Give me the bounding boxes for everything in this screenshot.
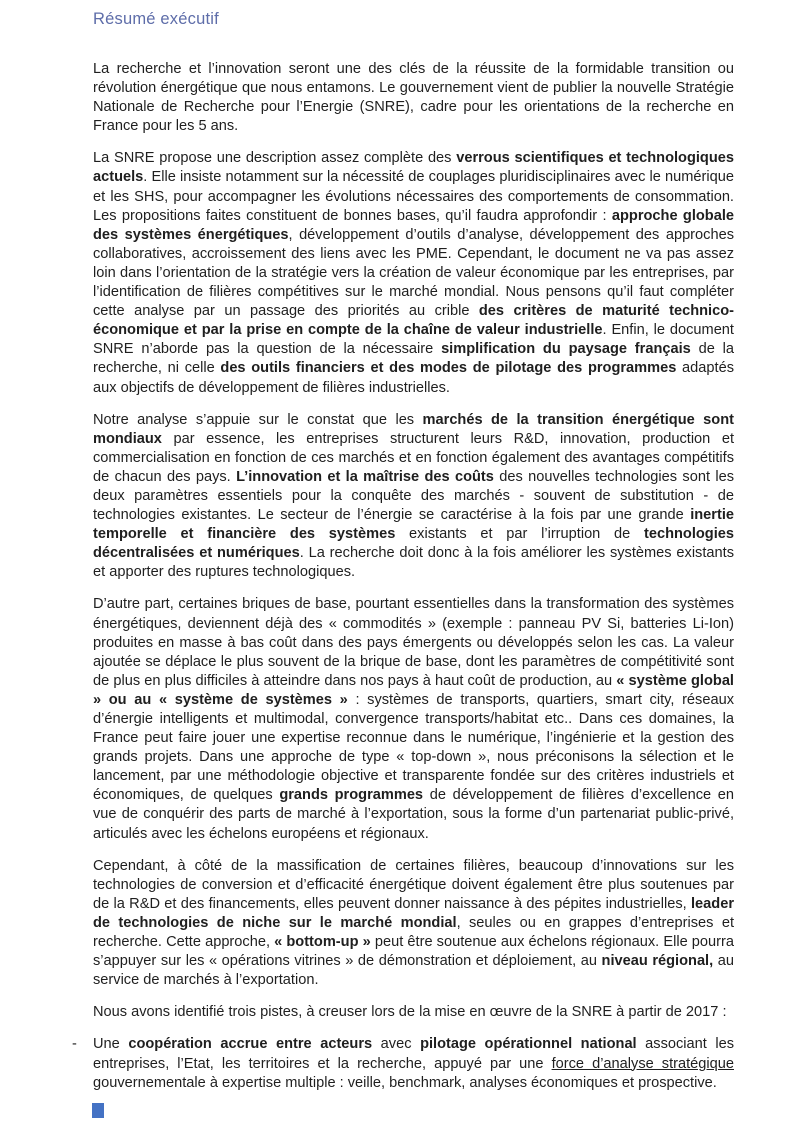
bullet-list — [72, 1035, 735, 1092]
text-run: associant les entreprises, l’Etat, les territoires et la recherche, appuyé par une — [93, 1036, 735, 1072]
text-run: approche globale des systèmes énergétiques — [93, 207, 734, 243]
text-run: de développement de filières d’excellence en vue de conquérir des parts de marché à l’exportation, sous la forme d’un partenariat public-privé, articulés avec les échelons européens et régionaux. — [93, 787, 735, 842]
paragraph — [93, 857, 734, 991]
paragraph — [93, 60, 734, 136]
list-marker: - — [72, 1036, 77, 1053]
text-run: pilotage opérationnel national — [420, 1036, 637, 1053]
text-run: peut être soutenue aux échelons régionaux. Elle pourra s’appuyer sur les « opérations vitrines » de démonstration et déploiement, au — [93, 934, 734, 970]
text-run: niveau régional, — [601, 953, 714, 970]
text-run: coopération accrue entre acteurs — [128, 1036, 373, 1053]
footer-mark — [92, 1103, 104, 1118]
paragraph — [93, 411, 734, 583]
text-run: Nous avons identifié trois pistes, à creuser lors de la mise en œuvre de la SNRE à partir de 2017 : — [93, 1004, 727, 1021]
text-run: inertie temporelle et financière des systèmes — [93, 507, 734, 543]
list-item-text — [93, 1035, 734, 1092]
text-run: , seules ou en grappes d’entreprises et recherche. Cette approche, — [93, 914, 735, 951]
text-run: existants et par l’irruption de — [395, 526, 644, 543]
text-run: L’innovation et la maîtrise des coûts — [236, 468, 494, 485]
text-run: , développement d’outils d’analyse, développement des approches collaboratives, accroissement des liens avec les PME. Cependant, le document ne va pas assez loin dans l’orientation de la stratégie vers la création de valeur économique par les entreprises, par l’identification de filières compétitives sur le marché mondial. Nous pensons qu’il faut compléter cette analyse par un passage des priorités au crible — [93, 226, 734, 320]
paragraph — [93, 149, 734, 397]
text-run: leader de technologies de niche sur le marché mondial — [93, 895, 734, 931]
text-run: Cependant, à côté de la massification de certaines filières, beaucoup d’innovations sur les technologies de conversion et d’efficacité énergétique doivent également être plus soutenues par de la R&D et des financements, elles peuvent donner naissance à des pépites industrielles, — [93, 857, 734, 912]
text-run: des nouvelles technologies sont les deux paramètres essentiels pour la conquête des marchés - souvent de substitution - de technologies existantes. Le secteur de l’énergie se caractérise à la fois par une grande — [93, 468, 735, 524]
page-title: Résumé exécutif — [93, 10, 219, 28]
text-run: gouvernementale à expertise multiple : veille, benchmark, analyses économiques et prospective. — [93, 1074, 717, 1091]
text-run: verrous scientifiques et technologiques actuels — [93, 150, 734, 186]
text-run: « bottom-up » — [274, 934, 371, 951]
text-run: force d’analyse stratégique — [551, 1055, 734, 1072]
text-run: D’autre part, certaines briques de base, pourtant essentielles dans la transformation des systèmes énergétiques, deviennent déjà des « commodités » (exemple : panneau PV Si, batteries Li-Ion) produites en masse à bas coût dans des pays émergents ou développés selon les cas. La valeur ajoutée se déplace le plus souvent de la brique de base, dont les paramètres de compétitivité sont de plus en plus difficiles à atteindre dans nos pays à haut coût de production, au — [93, 596, 734, 689]
paragraphs-container — [93, 60, 734, 1022]
text-run: technologies décentralisées et numériques — [93, 526, 735, 562]
text-run: marchés de la transition énergétique sont mondiaux — [93, 411, 734, 447]
text-run: adaptés aux objectifs de développement de filières industrielles. — [93, 360, 734, 396]
text-run: avec — [372, 1036, 421, 1053]
text-run: au service de marchés à l’exportation. — [93, 953, 734, 989]
text-run: Notre analyse s’appuie sur le constat que les — [93, 411, 423, 428]
text-run: par essence, les entreprises structurent leurs R&D, innovation, production et commercialisation en fonction de ces marchés et en fonction également des avantages compétitifs de chacun des pays. — [93, 430, 734, 485]
text-run: La recherche et l’innovation seront une des clés de la réussite de la formidable transition ou révolution énergétique que nous entamons. Le gouvernement vient de publier la nouvelle Stratégie Nationale de Recherche pour l’Energie (SNRE), cadre pour les orientations de la recherche en France pour les 5 ans. — [93, 61, 734, 135]
paragraph — [93, 595, 734, 843]
text-run: simplification du paysage français — [441, 341, 691, 358]
text-run: : systèmes de transports, quartiers, smart city, réseaux d’énergie intelligents et multimodal, convergence transports/habitat etc.. Dans ces domaines, la France peut faire jouer une expertise reconnue dans le numérique, l’ingénierie et la gestion des grands projets. Dans une approche de type « top-down », nous préconisons la sélection et le lancement, par une méthodologie objective et transparente fondée sur des critères industriels et économiques, de quelques — [93, 691, 734, 804]
text-run: La SNRE propose une description assez complète des — [93, 150, 457, 167]
text-run: . Enfin, le document SNRE n’aborde pas la question de la nécessaire — [93, 322, 734, 358]
text-run: grands programmes — [279, 787, 424, 804]
list-item — [72, 1035, 734, 1092]
text-run: Une — [93, 1036, 129, 1053]
text-run: des outils financiers et des modes de pilotage des programmes — [220, 360, 677, 377]
text-run: « système global » ou au « système de systèmes » — [93, 672, 734, 708]
text-run: des critères de maturité technico-économique et par la prise en compte de la chaîne de valeur industrielle — [93, 303, 734, 339]
paragraph — [93, 1003, 734, 1022]
text-run: de la recherche, ni celle — [93, 341, 734, 377]
text-run: . Elle insiste notamment sur la nécessité de couplages pluridisciplinaires avec le numérique et les SHS, pour accompagner les évolutions nécessaires des comportements de consommation. Les propositions faites constituent de bonnes bases, qu’il faudra approfondir : — [93, 169, 734, 224]
text-run: . La recherche doit donc à la fois améliorer les systèmes existants et apporter des ruptures technologiques. — [93, 545, 734, 581]
